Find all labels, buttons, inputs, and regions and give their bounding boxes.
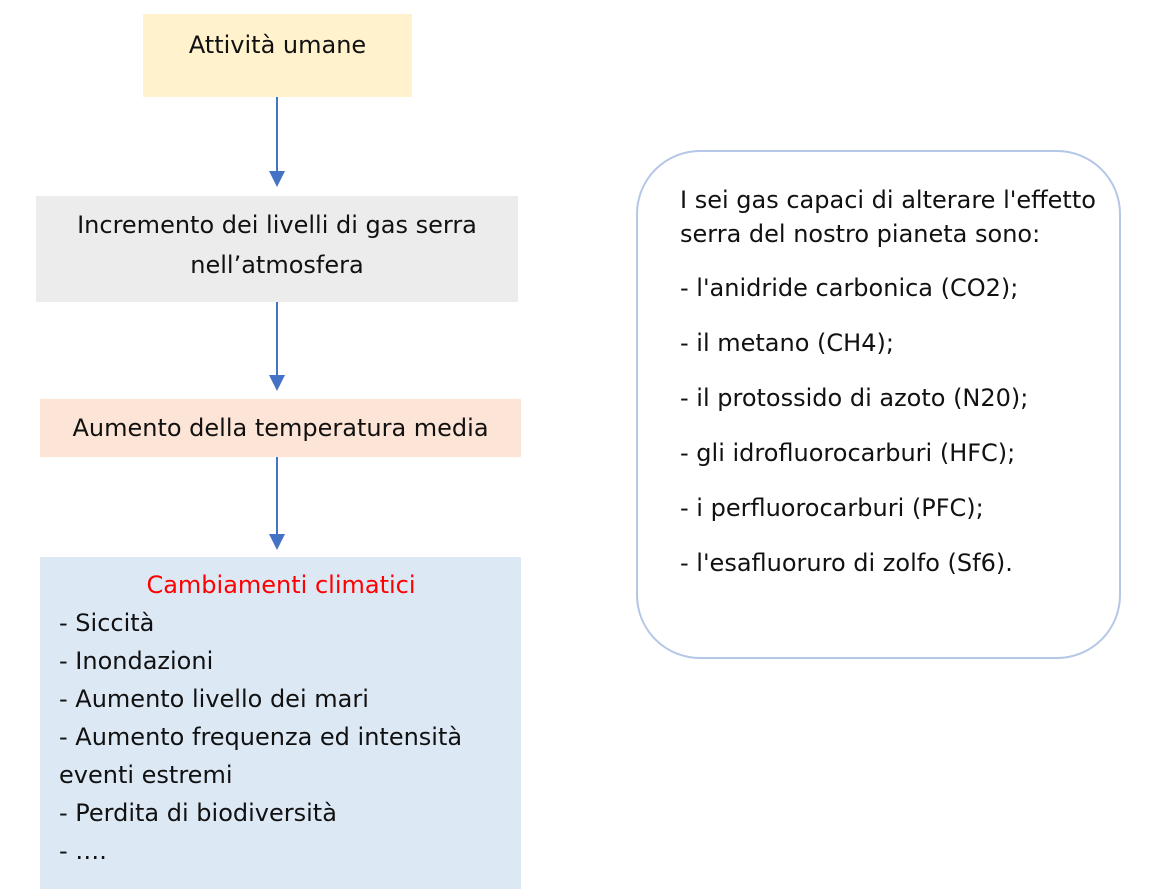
climate-effect-item: - Aumento frequenza ed intensità eventi estremi (59, 723, 463, 789)
step-human-activities-label: Attività umane (188, 31, 367, 59)
step-temperature-increase-label: Aumento della temperatura media (72, 414, 489, 442)
climate-effects-list (59, 604, 503, 870)
climate-effect-item: - …. (59, 837, 107, 865)
gas-item: - gli idrofluorocarburi (HFC); (680, 439, 1016, 467)
arrow-1 (269, 97, 285, 187)
arrow-3 (269, 457, 285, 550)
step-greenhouse-gas-increase (36, 196, 518, 302)
gas-item: - l'esafluoruro di zolfo (Sf6). (680, 549, 1013, 577)
step-climate-change (40, 557, 521, 889)
gas-item: - l'anidride carbonica (CO2); (680, 274, 1019, 302)
climate-effect-item: - Aumento livello dei mari (59, 685, 369, 713)
step-human-activities (143, 14, 412, 97)
arrow-2 (269, 302, 285, 391)
climate-change-title: Cambiamenti climatici (146, 571, 416, 599)
gas-item: - il protossido di azoto (N20); (680, 384, 1029, 412)
step-greenhouse-gas-increase-line1: Incremento dei livelli di gas serra (77, 211, 477, 239)
step-temperature-increase (40, 399, 521, 457)
step-greenhouse-gas-increase-line2: nell’atmosfera (190, 251, 364, 279)
greenhouse-gases-intro: I sei gas capaci di alterare l'effetto serra del nostro pianeta sono: (680, 186, 1096, 248)
greenhouse-gases-info-box (636, 150, 1121, 659)
greenhouse-gases-list (680, 271, 1099, 580)
climate-effect-item: - Inondazioni (59, 647, 214, 675)
gas-item: - il metano (CH4); (680, 329, 894, 357)
gas-item: - i perfluorocarburi (PFC); (680, 494, 984, 522)
climate-effect-item: - Perdita di biodiversità (59, 799, 337, 827)
climate-effect-item: - Siccità (59, 609, 155, 637)
